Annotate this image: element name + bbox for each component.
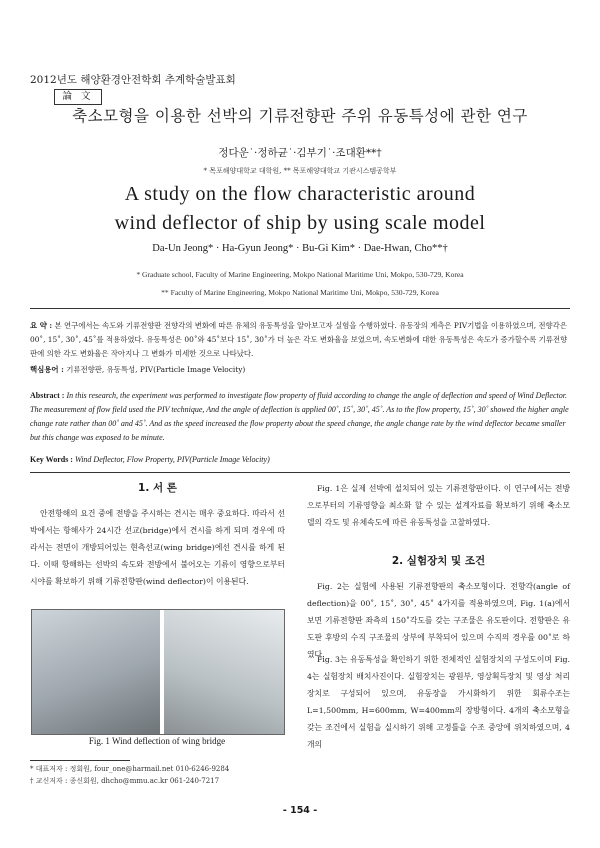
english-keywords-text: Wind Deflector, Flow Property, PIV(Particle Image Velocity) (74, 455, 270, 464)
section1-heading: 1. 서 론 (138, 482, 177, 494)
figure1-caption: Fig. 1 Wind deflection of wing bridge (88, 736, 226, 746)
english-authors: Da-Un Jeong* · Ha-Gyun Jeong* · Bu-Gi Kim* · Dae-Hwan, Cho**† (152, 243, 448, 254)
english-abstract-text: In this research, the experiment was performed to investigate flow property of fluid according to change the angle of deflection and speed of Wind Deflector. The measurement of flow field used the PIV technique, And the angle of deflection is applied 00˚, 15˚, 30˚, 45˚. As to the flow property, 15˚, 30˚ showed the higher angle change rate rather than 00˚ and 45˚. And as the speed increased the flow property about the speed change, the angle change rate by the wind deflector became smaller but this change was exposed to be minute. (30, 391, 569, 442)
english-keywords-label: Key Words : (30, 455, 73, 464)
english-affiliation-2: ** Faculty of Marine Engineering, Mokpo National Maritime Uni, Mokpo, 530-729, Korea (161, 288, 439, 297)
footnote-2: † 교신저자 : 종신회원, dhcho@mmu.ac.kr 061-240-7217 (30, 777, 220, 785)
footnote-1: * 대표저자 : 정회원, four_one@harmail.net 010-6246-9284 (30, 765, 230, 773)
english-title-line1: A study on the flow characteristic around (124, 183, 476, 205)
paper-type-label: 論 文 (54, 89, 102, 105)
english-abstract-label: Abstract : (30, 391, 65, 400)
page-number: - 154 - (282, 805, 318, 816)
english-title-line2: wind deflector of ship by using scale model (114, 212, 486, 234)
korean-abstract-text: 본 연구에서는 속도와 기류전향판 전향각의 변화에 따른 유체의 유동특성을 알아보고자 실험을 수행하였다. 유동장의 계측은 PIV기법을 이용하였으며, 전향각은 00˚, 15˚, 30˚, 45˚를 적용하였다. 유동특성은 00˚와 45˚보다 15˚, 30˚가 더 높은 각도 변화율을 보였으며, 속도변화에 대한 유동특성은 속도가 증가할수록 기류전향판에 의한 각도 변화율은 작아지나 그 변화가 미세한 것으로 나타났다. (30, 321, 568, 358)
korean-authors: 정다운˙·정하균˙·김부기˙·조대환**† (218, 147, 382, 159)
korean-keywords-label: 핵심용어 : (30, 365, 64, 374)
section1-paragraph2: Fig. 1은 실제 선박에 설치되어 있는 기류전향판이다. 이 연구에서는 전방으로부터의 기류영향을 최소화 할 수 있는 설계자료를 확보하기 위해 축소모델의 각도 및 유체속도에 따른 유동특성을 고찰하였다. (307, 484, 570, 527)
abstract-divider (30, 472, 570, 473)
korean-title: 축소모형을 이용한 선박의 기류전향판 주위 유동특성에 관한 연구 (72, 107, 528, 125)
figure1-right-image (164, 610, 284, 734)
section1-paragraph1: 안전항해의 요건 중에 전방을 주시하는 견시는 매우 중요하다. 따라서 선박에서는 항해사가 24시간 선교(bridge)에서 견시를 하게 되며 경우에 따라서는 전면이 개방되어있는 현측선교(wing bridge)에선 견시를 하게 된다. 이때 항해하는 선박의 속도와 전방에서 불어오는 기류이 영향으로부터 시야를 확보하기 위해 기류전향판(wind deflector)이 이용된다. (30, 509, 285, 586)
conference-name: 2012년도 해양환경안전학회 추계학술발표회 (30, 74, 236, 86)
english-keywords (30, 455, 570, 464)
top-divider (30, 308, 570, 309)
section2-paragraph1: Fig. 2는 실험에 사용된 기류전향판의 축소모형이다. 전향각(angle of deflection)을 00˚, 15˚, 30˚, 45˚ 4가지를 적용하였으며, Fig. 1(a)에서 보면 기류전향판 좌측의 150˚각도를 갖는 구조물은 유도판이다. 전향판은 유도판 후방의 수직 구조물의 상부에 부착되어 있으며 수직의 경우를 00˚로 하였다. (307, 582, 570, 659)
section2-paragraph2: Fig. 3는 유동특성을 확인하기 위한 전체적인 실험장치의 구성도이며 Fig. 4는 실험장치 배치사진이다. 실험장치는 광원부, 영상획득장치 및 영상 처리장치로 구성되어 있으며, 유동장을 가시화하기 위한 회류수조는 L=1,500mm, H=600mm, W=400mm의 장방형이다. 4개의 축소모형을 갖는 조건에서 실험을 실시하기 위해 고정틀을 수조 중앙에 위치하였으며, 4개의 (307, 655, 570, 749)
english-title (0, 180, 600, 238)
korean-abstract (30, 319, 570, 361)
korean-abstract-label: 요 약 : (30, 321, 53, 330)
english-abstract (30, 389, 570, 445)
section2-heading: 2. 실험장치 및 조건 (391, 555, 486, 567)
korean-keywords (30, 364, 570, 375)
footnote-divider (30, 760, 130, 761)
korean-keywords-text: 기류전향판, 유동특성, PIV(Particle Image Velocity) (66, 365, 246, 374)
korean-affiliation: * 목포해양대학교 대학원, ** 목포해양대학교 기관시스템공학부 (203, 167, 397, 175)
english-affiliation-1: * Graduate school, Faculty of Marine Engineering, Mokpo National Maritime Uni, Mokpo, 530-729, Korea (136, 270, 464, 279)
figure1-left-image (32, 610, 160, 734)
figure1-photo (31, 609, 285, 735)
